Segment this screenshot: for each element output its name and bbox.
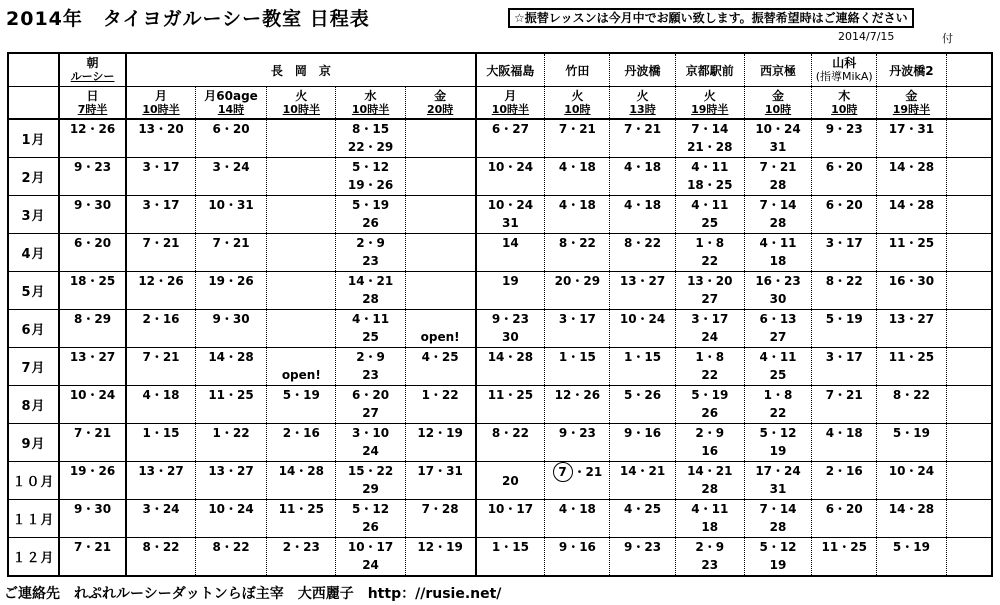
schedule-cell: 4・11 18 [675,500,744,538]
month-row [8,424,992,462]
schedule-cell: 12・26 [59,119,126,158]
schedule-cell: 3・24 [126,500,195,538]
schedule-cell: 12・26 [545,386,610,424]
schedule-cell: open! [405,310,475,348]
schedule-cell: 4・18 [610,158,675,196]
schedule-cell: 11・25 [877,348,946,386]
column-header-blank [946,87,992,120]
column-header: 金 10時 [744,87,811,120]
schedule-cell: 1・8 22 [675,348,744,386]
blank-cell [946,234,992,272]
schedule-cell: 5・19 26 [336,196,405,234]
page-title: 2014年 タイヨガルーシー教室 日程表 [6,8,370,30]
schedule-cell: 10・24 31 [476,196,545,234]
schedule-cell [267,119,336,158]
schedule-cell: 6・27 [476,119,545,158]
schedule-cell [267,196,336,234]
schedule-cell: 12・19 [405,538,475,577]
schedule-cell: 4・11 18・25 [675,158,744,196]
column-header: 水 10時半 [336,87,405,120]
schedule-cell: 2・16 [126,310,195,348]
schedule-cell: 5・19 26 [675,386,744,424]
schedule-cell: 18・25 [59,272,126,310]
schedule-cell: 11・25 [812,538,877,577]
schedule-cell: 5・12 19 [744,424,811,462]
schedule-cell: 4・11 25 [675,196,744,234]
header-nagaokakyo: 長 岡 京 [126,53,475,87]
schedule-cell: 1・8 22 [744,386,811,424]
schedule-cell: 16・30 [877,272,946,310]
schedule-cell [267,310,336,348]
schedule-cell: 7 ・21 [545,462,610,500]
schedule-cell: 10・24 [195,500,266,538]
schedule-cell [405,234,475,272]
schedule-cell: 5・19 [877,424,946,462]
schedule-cell: 4・25 [405,348,475,386]
schedule-cell: 9・23 [545,424,610,462]
schedule-cell: 2・9 23 [675,538,744,577]
month-row [8,500,992,538]
schedule-cell: 14・21 28 [675,462,744,500]
schedule-cell: 7・14 21・28 [675,119,744,158]
header-nishikyogoku: 西京極 [744,53,811,87]
month-row [8,119,992,158]
schedule-cell: 1・22 [195,424,266,462]
schedule-cell: 2・16 [267,424,336,462]
schedule-cell: 13・27 [59,348,126,386]
header-row-times [8,87,992,120]
column-header: 火 13時 [610,87,675,120]
schedule-cell: 3・17 [126,158,195,196]
schedule-cell: 3・17 [812,348,877,386]
schedule-cell: 5・19 [267,386,336,424]
month-row [8,538,992,577]
schedule-cell: 7・21 [545,119,610,158]
month-label: 5月 [8,272,59,310]
blank-cell [946,462,992,500]
schedule-cell: 6・20 [59,234,126,272]
schedule-cell: 13・27 [610,272,675,310]
schedule-cell: 7・21 [812,386,877,424]
schedule-cell: 11・25 [195,386,266,424]
schedule-cell: 20 [476,462,545,500]
month-row [8,310,992,348]
blank-cell [946,196,992,234]
schedule-cell: 11・25 [877,234,946,272]
schedule-cell: 9・23 [812,119,877,158]
schedule-cell: 13・27 [126,462,195,500]
schedule-cell: 8・29 [59,310,126,348]
blank-cell [946,538,992,577]
schedule-cell: 11・25 [267,500,336,538]
month-row [8,158,992,196]
blank-cell [946,272,992,310]
schedule-cell: 3・24 [195,158,266,196]
schedule-cell: 7・21 [126,348,195,386]
schedule-cell: 8・22 [476,424,545,462]
schedule-cell: 8・15 22・29 [336,119,405,158]
schedule-cell: 8・22 [126,538,195,577]
header-osaka: 大阪福島 [476,53,545,87]
schedule-cell: 16・23 30 [744,272,811,310]
column-header: 金 19時半 [877,87,946,120]
column-header: 火 10時 [545,87,610,120]
header-corner [8,53,59,87]
schedule-cell [267,234,336,272]
schedule-cell: 6・20 [812,196,877,234]
header-blank [946,53,992,87]
column-header: 日 7時半 [59,87,126,120]
schedule-cell [405,196,475,234]
month-label: 3月 [8,196,59,234]
schedule-cell: 10・24 [877,462,946,500]
header-corner-2 [8,87,59,120]
month-label: １０月 [8,462,59,500]
contact-footer: ご連絡先 れぷれルーシーダットンらぼ主宰 大西麗子 http：//rusie.net/ [4,586,502,602]
schedule-cell: 13・20 [126,119,195,158]
schedule-cell: 9・30 [195,310,266,348]
schedule-cell: 2・16 [812,462,877,500]
schedule-cell: 10・31 [195,196,266,234]
schedule-cell: 1・15 [476,538,545,577]
header-tanba2: 丹波橋2 [877,53,946,87]
schedule-cell: 5・19 [812,310,877,348]
schedule-cell: 1・8 22 [675,234,744,272]
schedule-cell: 17・31 [405,462,475,500]
month-row [8,196,992,234]
schedule-cell: 12・19 [405,424,475,462]
month-label: 8月 [8,386,59,424]
schedule-cell: 5・12 19・26 [336,158,405,196]
month-row [8,234,992,272]
schedule-cell: 7・21 [610,119,675,158]
schedule-cell: 4・18 [126,386,195,424]
schedule-cell: 7・28 [405,500,475,538]
schedule-cell: 7・21 [59,424,126,462]
schedule-cell [267,158,336,196]
schedule-cell: 10・24 [610,310,675,348]
month-row [8,348,992,386]
schedule-cell: 1・15 [545,348,610,386]
month-row [8,272,992,310]
schedule-cell: 5・12 19 [744,538,811,577]
blank-cell [946,424,992,462]
schedule-cell: 9・16 [545,538,610,577]
schedule-cell: 1・15 [126,424,195,462]
issue-date: 2014/7/15 [838,30,895,43]
schedule-cell: 7・14 28 [744,196,811,234]
schedule-cell: 13・27 [195,462,266,500]
blank-cell [946,310,992,348]
month-label: 2月 [8,158,59,196]
schedule-cell: 6・20 [812,158,877,196]
column-header: 火 10時半 [267,87,336,120]
schedule-cell: 10・17 24 [336,538,405,577]
month-row [8,386,992,424]
month-label: 1月 [8,119,59,158]
header-asa: 朝 ルーシー [59,53,126,87]
notice-box: ☆振替レッスンは今月中でお願い致します。振替希望時はご連絡ください [508,8,914,28]
schedule-cell: 14・28 [877,500,946,538]
schedule-cell: 7・21 [59,538,126,577]
schedule-cell: 6・20 [812,500,877,538]
schedule-cell: 9・30 [59,500,126,538]
schedule-cell: 4・11 25 [744,348,811,386]
schedule-cell: 9・16 [610,424,675,462]
schedule-cell: 4・18 [545,196,610,234]
blank-cell [946,119,992,158]
schedule-cell: 6・20 [195,119,266,158]
schedule-cell: 3・10 24 [336,424,405,462]
column-header: 月 10時半 [126,87,195,120]
schedule-cell: 8・22 [877,386,946,424]
schedule-cell: 14 [476,234,545,272]
schedule-cell: 7・21 28 [744,158,811,196]
month-label: 4月 [8,234,59,272]
schedule-cell: 7・21 [195,234,266,272]
blank-cell [946,348,992,386]
schedule-cell: 10・17 [476,500,545,538]
schedule-cell: 1・22 [405,386,475,424]
schedule-cell: 3・17 [545,310,610,348]
schedule-cell: 9・23 [59,158,126,196]
schedule-cell: 3・17 [126,196,195,234]
header-takeda: 竹田 [545,53,610,87]
header-yamashina: 山科 (指導MikA) [812,53,877,87]
issue-suffix: 付 [942,32,953,45]
schedule-cell: 7・21 [126,234,195,272]
circled-date: 7 [553,462,573,482]
schedule-cell: 4・18 [545,500,610,538]
schedule-table [7,52,993,577]
schedule-cell: 19 [476,272,545,310]
schedule-cell: 8・22 [610,234,675,272]
schedule-cell: 17・24 31 [744,462,811,500]
schedule-cell: 4・25 [610,500,675,538]
schedule-cell: 1・15 [610,348,675,386]
schedule-cell [267,272,336,310]
column-header: 月60age 14時 [195,87,266,120]
schedule-cell: 9・23 [610,538,675,577]
column-header: 月 10時半 [476,87,545,120]
month-label: 7月 [8,348,59,386]
month-row [8,462,992,500]
schedule-cell: 5・19 [877,538,946,577]
schedule-cell: 10・24 [59,386,126,424]
month-label: 9月 [8,424,59,462]
schedule-cell: 2・9 16 [675,424,744,462]
schedule-cell: 2・23 [267,538,336,577]
schedule-cell: 5・12 26 [336,500,405,538]
schedule-cell: 8・22 [545,234,610,272]
schedule-cell: 7・14 28 [744,500,811,538]
schedule-cell: 4・11 18 [744,234,811,272]
schedule-cell [405,272,475,310]
schedule-cell: 4・18 [812,424,877,462]
blank-cell [946,386,992,424]
schedule-cell: 17・31 [877,119,946,158]
schedule-cell: 3・17 [812,234,877,272]
schedule-cell: 4・18 [545,158,610,196]
month-label: １１月 [8,500,59,538]
schedule-cell: 13・27 [877,310,946,348]
month-label: １２月 [8,538,59,577]
blank-cell [946,158,992,196]
column-header: 火 19時半 [675,87,744,120]
schedule-cell: 13・20 27 [675,272,744,310]
schedule-cell: 14・28 [877,158,946,196]
schedule-cell: 8・22 [812,272,877,310]
schedule-cell: 20・29 [545,272,610,310]
schedule-cell [405,158,475,196]
schedule-cell: 11・25 [476,386,545,424]
column-header: 金 20時 [405,87,475,120]
month-label: 6月 [8,310,59,348]
schedule-cell: 10・24 [476,158,545,196]
schedule-cell: open! [267,348,336,386]
schedule-cell: 15・22 29 [336,462,405,500]
schedule-cell: 6・13 27 [744,310,811,348]
schedule-cell [405,119,475,158]
schedule-cell: 14・28 [877,196,946,234]
schedule-cell: 14・21 [610,462,675,500]
header-row-locations [8,53,992,87]
schedule-cell: 2・9 23 [336,234,405,272]
header-tanba: 丹波橋 [610,53,675,87]
schedule-cell: 4・11 25 [336,310,405,348]
schedule-cell: 4・18 [610,196,675,234]
column-header: 木 10時 [812,87,877,120]
schedule-cell: 9・23 30 [476,310,545,348]
schedule-cell: 19・26 [195,272,266,310]
schedule-cell: 14・28 [267,462,336,500]
schedule-cell: 8・22 [195,538,266,577]
schedule-cell: 14・28 [195,348,266,386]
schedule-cell: 3・17 24 [675,310,744,348]
schedule-cell: 5・26 [610,386,675,424]
schedule-cell: 9・30 [59,196,126,234]
schedule-cell: 14・28 [476,348,545,386]
schedule-cell: 19・26 [59,462,126,500]
schedule-cell: 2・9 23 [336,348,405,386]
blank-cell [946,500,992,538]
schedule-cell: 14・21 28 [336,272,405,310]
header-kyoto: 京都駅前 [675,53,744,87]
schedule-cell: 12・26 [126,272,195,310]
schedule-cell: 10・24 31 [744,119,811,158]
schedule-cell: 6・20 27 [336,386,405,424]
